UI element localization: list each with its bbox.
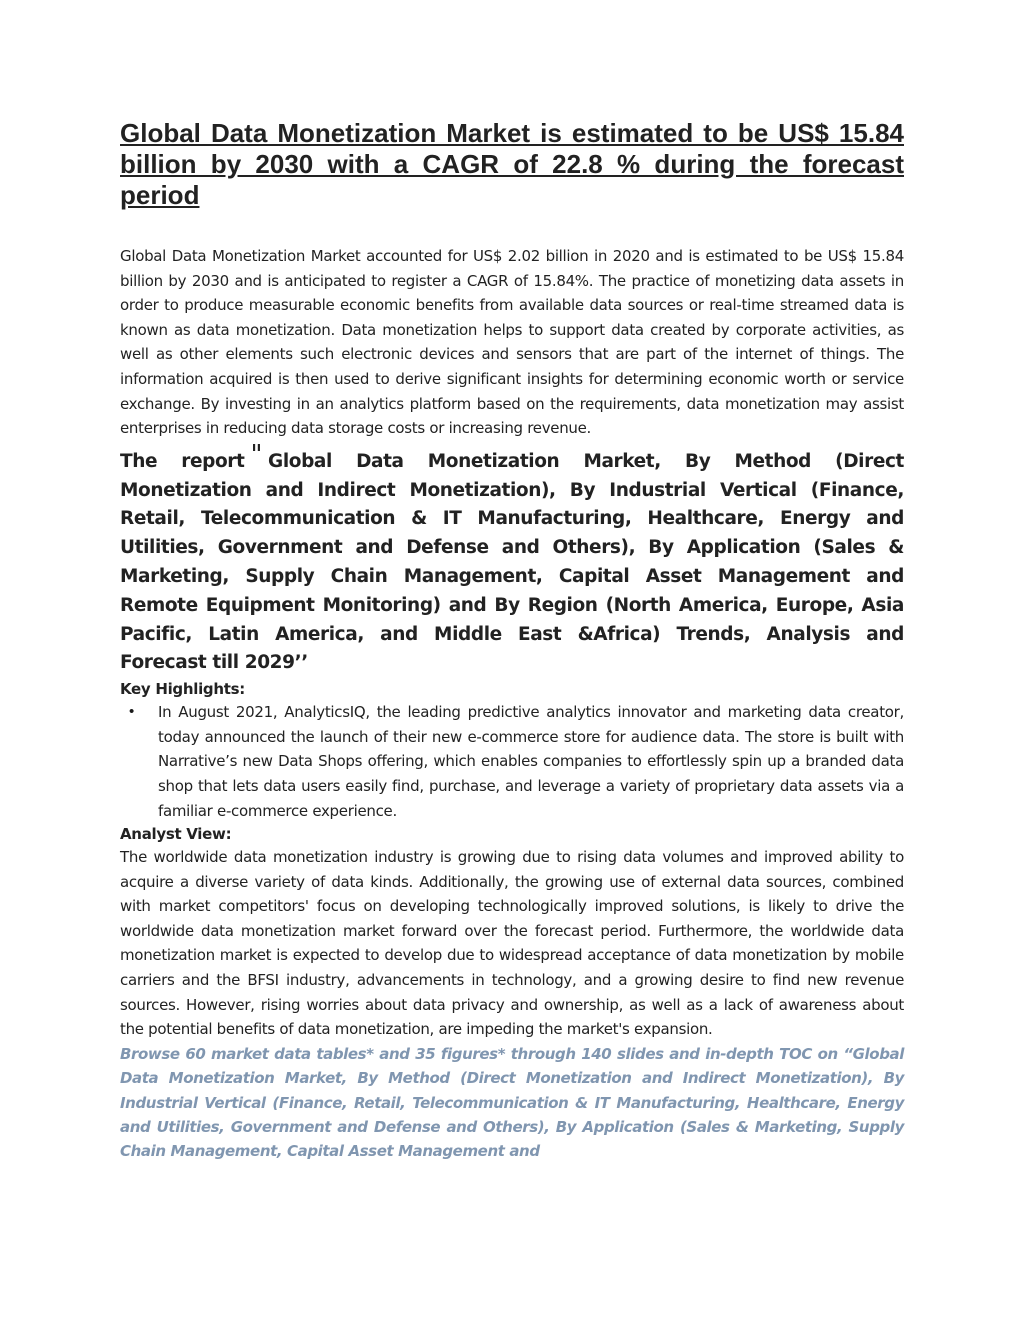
report-heading xyxy=(120,439,904,678)
analyst-view-paragraph: The worldwide data monetization industry is growing due to rising data volumes and improved ability to acquire a diverse variety of data kinds. Additionally, the growing use of external data sources, combined with market competitors' focus on developing technologically improved solutions, is likely to drive the worldwide data monetization market forward over the forecast period. Furthermore, the worldwide data monetization market is expected to develop due to widespread acceptance of data monetization by mobile carriers and the BFSI industry, advancements in technology, and a growing desire to find new revenue sources. However, rising worries about data privacy and ownership, as well as a lack of awareness about the potential benefits of data monetization, are impeding the market's expansion. xyxy=(120,848,904,1039)
document-page xyxy=(120,118,904,1164)
report-title: Global Data Monetization Market, By Method (Direct Monetization and Indirect Monetization), By Industrial Vertical (Finance, Retail, Telecommunication & IT Manufacturing, Healthcare, Energy and Utilities, Government and Defense and Others), By Application (Sales & Marketing, Supply Chain Management, Capital Asset Management and Remote Equipment Monitoring) and By Region (North America, Europe, Asia Pacific, Latin America, and Middle East &Africa) Trends, Analysis and Forecast till 2029’’ xyxy=(120,450,904,674)
key-highlights-label: Key Highlights: xyxy=(120,680,245,699)
report-prefix: The report xyxy=(120,450,245,472)
browse-report-link[interactable]: Browse 60 market data tables* and 35 figures* through 140 slides and in-depth TOC on “Global Data Monetization Market, By Method (Direct Monetization and Indirect Monetization), By Industrial Vertical (Finance, Retail, Telecommunication & IT Manufacturing, Healthcare, Energy and Utilities, Government and Defense and Others), By Application (Sales & Marketing, Supply Chain Management, Capital Asset Management and xyxy=(120,1044,904,1161)
list-item xyxy=(120,700,904,823)
bullet-icon: • xyxy=(129,703,135,721)
report-quote-mark: " xyxy=(250,439,263,470)
highlight-text: In August 2021, AnalyticsIQ, the leading predictive analytics innovator and marketing data creator, today announced the launch of their new e-commerce store for audience data. The store is built with Narrative’s new Data Shops offering, which enables companies to effortlessly spin up a branded data shop that lets data users easily find, purchase, and leverage a variety of proprietary data assets via a familiar e-commerce experience. xyxy=(158,703,904,820)
key-highlights-list xyxy=(120,700,904,823)
intro-paragraph: Global Data Monetization Market accounted for US$ 2.02 billion in 2020 and is estimated to be US$ 15.84 billion by 2030 and is anticipated to register a CAGR of 15.84%. The practice of monetizing data assets in order to produce measurable economic benefits from available data sources or real-time streamed data is known as data monetization. Data monetization helps to support data created by corporate activities, as well as other elements such electronic devices and sensors that are part of the internet of things. The information acquired is then used to derive significant insights for determining economic worth or service exchange. By investing in an analytics platform based on the requirements, data monetization may assist enterprises in reducing data storage costs or increasing revenue. xyxy=(120,247,904,438)
page-title: Global Data Monetization Market is estimated to be US$ 15.84 billion by 2030 with a CAGR of 22.8 % during the forecast period xyxy=(120,118,904,210)
analyst-view-label: Analyst View: xyxy=(120,825,232,844)
